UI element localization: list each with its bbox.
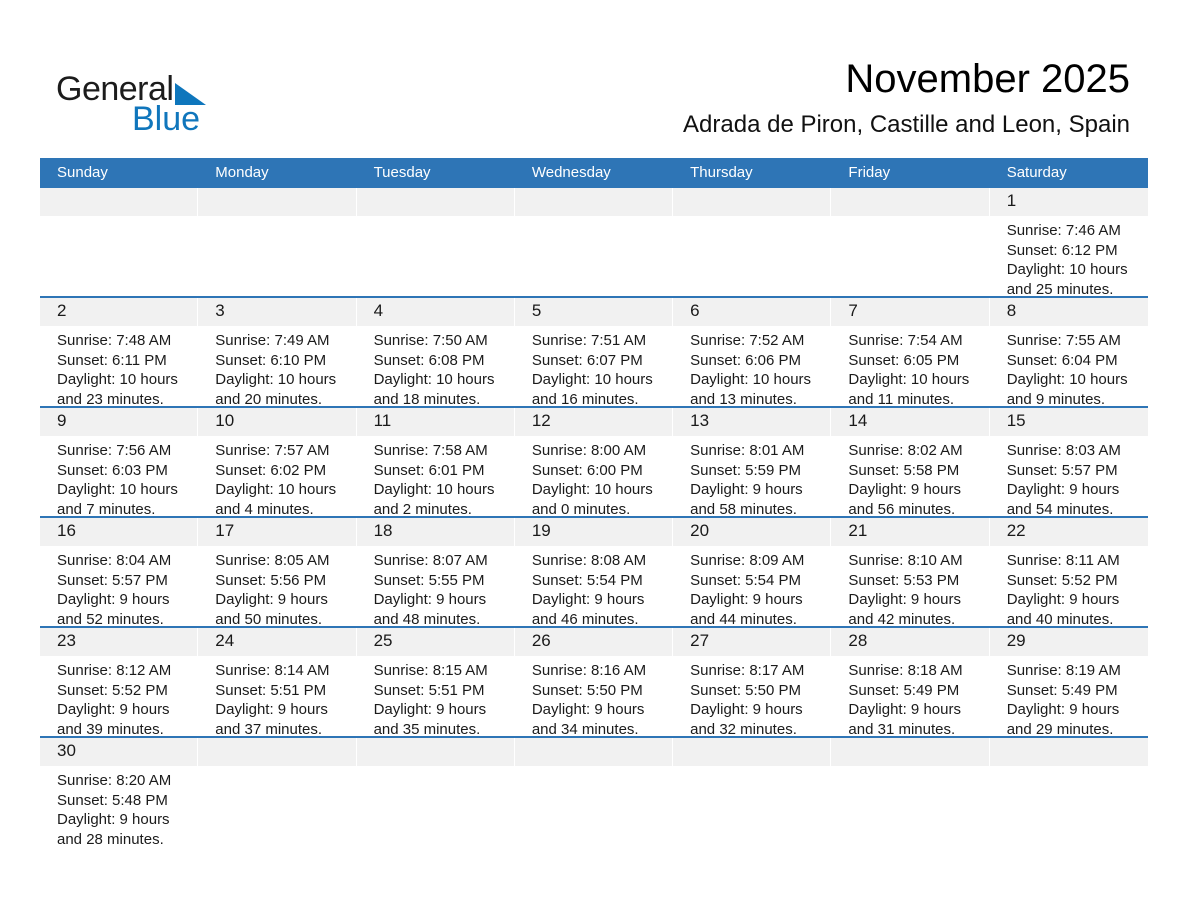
day-number-band xyxy=(515,518,673,546)
day-number: 26 xyxy=(531,631,551,650)
day-number-band xyxy=(831,518,989,546)
detail-line: Sunset: 6:07 PM xyxy=(531,351,643,369)
day-cell-3 xyxy=(198,298,356,406)
detail-line: Sunset: 6:06 PM xyxy=(690,351,802,369)
detail-line: Sunset: 5:52 PM xyxy=(1006,571,1118,589)
detail-line: Sunrise: 7:51 AM xyxy=(531,332,647,349)
detail-line: Sunset: 5:54 PM xyxy=(690,571,802,589)
day-number: 17 xyxy=(215,521,235,540)
detail-line: Daylight: 9 hours xyxy=(848,481,961,498)
detail-line: and 4 minutes. xyxy=(215,500,314,518)
day-details xyxy=(831,436,989,519)
day-number-band xyxy=(990,738,1148,766)
detail-line: and 52 minutes. xyxy=(57,610,164,628)
detail-line: Daylight: 9 hours xyxy=(848,591,961,608)
weekday-header-row xyxy=(40,158,1148,188)
detail-line: Sunrise: 8:15 AM xyxy=(373,662,488,679)
detail-line: Daylight: 10 hours xyxy=(690,371,812,388)
detail-line: and 11 minutes. xyxy=(848,390,955,408)
day-number: 6 xyxy=(690,301,700,320)
day-cell-empty xyxy=(990,738,1148,848)
detail-line: and 54 minutes. xyxy=(1006,500,1114,518)
detail-line: Daylight: 9 hours xyxy=(531,701,645,718)
day-number: 20 xyxy=(690,521,710,540)
weekday-sunday: Sunday xyxy=(57,164,108,181)
day-number-band xyxy=(831,298,989,326)
detail-line: Sunrise: 7:55 AM xyxy=(1006,332,1121,349)
day-number-band xyxy=(40,188,198,216)
detail-line: Sunrise: 8:03 AM xyxy=(1006,442,1121,459)
day-details xyxy=(990,436,1148,519)
week-row xyxy=(40,188,1148,298)
day-cell-14 xyxy=(831,408,989,516)
day-cell-15 xyxy=(990,408,1148,516)
detail-line: and 58 minutes. xyxy=(690,500,797,518)
detail-line: Sunset: 5:54 PM xyxy=(531,571,643,589)
detail-line: Sunrise: 8:09 AM xyxy=(690,552,805,569)
day-details xyxy=(198,546,356,629)
day-details xyxy=(673,546,831,629)
weekday-wednesday: Wednesday xyxy=(531,164,611,181)
day-number-band xyxy=(515,628,673,656)
day-cell-17 xyxy=(198,518,356,626)
day-number-band xyxy=(515,298,673,326)
day-details xyxy=(515,766,673,771)
detail-line: and 48 minutes. xyxy=(373,610,481,628)
detail-line: Sunset: 5:51 PM xyxy=(215,681,327,699)
detail-line: Daylight: 9 hours xyxy=(690,701,803,718)
day-details xyxy=(357,216,515,221)
detail-line: and 35 minutes. xyxy=(373,720,481,738)
day-details xyxy=(40,436,198,519)
day-cell-20 xyxy=(673,518,831,626)
day-number-band xyxy=(198,738,356,766)
day-cell-25 xyxy=(357,628,515,736)
detail-line: and 32 minutes. xyxy=(690,720,797,738)
day-details xyxy=(831,766,989,771)
day-number: 3 xyxy=(215,301,225,320)
day-cell-5 xyxy=(515,298,673,406)
detail-line: Sunset: 5:50 PM xyxy=(531,681,643,699)
day-number-band xyxy=(40,628,198,656)
detail-line: Sunrise: 8:05 AM xyxy=(215,552,330,569)
day-number: 5 xyxy=(531,301,542,320)
detail-line: Sunrise: 7:46 AM xyxy=(1006,222,1121,239)
detail-line: and 13 minutes. xyxy=(690,390,797,408)
day-number: 27 xyxy=(690,631,710,650)
day-details xyxy=(673,436,831,519)
title-block xyxy=(683,56,1130,139)
detail-line: and 40 minutes. xyxy=(1006,610,1114,628)
day-cell-22 xyxy=(990,518,1148,626)
detail-line: Daylight: 10 hours xyxy=(57,481,178,498)
day-details xyxy=(515,546,673,629)
general-blue-logo xyxy=(56,72,256,136)
detail-line: Daylight: 9 hours xyxy=(215,591,328,608)
detail-line: Sunrise: 8:17 AM xyxy=(690,662,805,679)
day-cell-16 xyxy=(40,518,198,626)
detail-line: Sunrise: 8:01 AM xyxy=(690,442,805,459)
day-number-band xyxy=(515,188,673,216)
detail-line: Sunset: 6:04 PM xyxy=(1006,351,1118,369)
detail-line: Daylight: 9 hours xyxy=(531,591,645,608)
day-number: 18 xyxy=(373,521,393,540)
detail-line: and 46 minutes. xyxy=(531,610,639,628)
week-row xyxy=(40,628,1148,738)
day-cell-7 xyxy=(831,298,989,406)
day-details xyxy=(40,546,198,629)
day-number: 12 xyxy=(531,411,551,430)
detail-line: and 34 minutes. xyxy=(531,720,639,738)
day-cell-empty xyxy=(198,188,356,296)
day-number: 19 xyxy=(531,521,551,540)
detail-line: Sunset: 6:11 PM xyxy=(57,351,167,369)
day-details xyxy=(40,766,198,849)
detail-line: Daylight: 10 hours xyxy=(531,481,653,498)
detail-line: Sunrise: 8:19 AM xyxy=(1006,662,1121,679)
detail-line: Daylight: 9 hours xyxy=(690,481,803,498)
location-subtitle: Adrada de Piron, Castille and Leon, Spain xyxy=(683,111,1130,138)
day-number-band xyxy=(515,408,673,436)
day-number-band xyxy=(40,298,198,326)
day-number-band xyxy=(831,628,989,656)
detail-line: and 25 minutes. xyxy=(1006,280,1114,298)
day-number-band xyxy=(673,408,831,436)
detail-line: Sunset: 6:10 PM xyxy=(215,351,327,369)
detail-line: Daylight: 9 hours xyxy=(373,701,487,718)
day-number-band xyxy=(40,518,198,546)
day-cell-empty xyxy=(831,738,989,848)
day-number: 13 xyxy=(690,411,710,430)
day-details xyxy=(357,326,515,409)
day-number-band xyxy=(515,738,673,766)
detail-line: Sunset: 6:08 PM xyxy=(373,351,485,369)
day-details xyxy=(990,656,1148,739)
detail-line: Sunrise: 8:08 AM xyxy=(531,552,647,569)
day-details xyxy=(831,326,989,409)
day-number-band xyxy=(357,298,515,326)
detail-line: Sunset: 5:56 PM xyxy=(215,571,327,589)
day-number-band xyxy=(673,738,831,766)
detail-line: Daylight: 9 hours xyxy=(57,701,170,718)
day-cell-6 xyxy=(673,298,831,406)
day-details xyxy=(357,766,515,771)
day-number-band xyxy=(831,408,989,436)
detail-line: Daylight: 10 hours xyxy=(531,371,653,388)
day-details xyxy=(990,766,1148,771)
day-cell-8 xyxy=(990,298,1148,406)
day-number-band xyxy=(990,188,1148,216)
detail-line: Daylight: 9 hours xyxy=(215,701,328,718)
detail-line: Sunrise: 8:14 AM xyxy=(215,662,330,679)
day-number-band xyxy=(357,188,515,216)
detail-line: Daylight: 10 hours xyxy=(215,371,337,388)
detail-line: and 9 minutes. xyxy=(1006,390,1106,408)
day-cell-empty xyxy=(673,188,831,296)
detail-line: Sunrise: 7:50 AM xyxy=(373,332,488,349)
day-number: 9 xyxy=(57,411,67,430)
detail-line: and 16 minutes. xyxy=(531,390,639,408)
day-cell-9 xyxy=(40,408,198,516)
day-details xyxy=(198,766,356,771)
day-cell-4 xyxy=(357,298,515,406)
day-details xyxy=(673,326,831,409)
week-row xyxy=(40,408,1148,518)
detail-line: and 29 minutes. xyxy=(1006,720,1114,738)
day-cell-empty xyxy=(198,738,356,848)
detail-line: Daylight: 9 hours xyxy=(1006,591,1120,608)
detail-line: and 44 minutes. xyxy=(690,610,797,628)
detail-line: and 50 minutes. xyxy=(215,610,323,628)
day-details xyxy=(40,326,198,409)
day-details xyxy=(357,656,515,739)
detail-line: and 56 minutes. xyxy=(848,500,956,518)
day-details xyxy=(515,326,673,409)
detail-line: Sunrise: 8:20 AM xyxy=(57,772,172,789)
calendar-weeks xyxy=(40,188,1148,848)
detail-line: Sunset: 6:00 PM xyxy=(531,461,643,479)
day-details xyxy=(198,656,356,739)
detail-line: Daylight: 9 hours xyxy=(848,701,961,718)
day-cell-21 xyxy=(831,518,989,626)
calendar-table xyxy=(40,158,1148,848)
day-cell-23 xyxy=(40,628,198,736)
detail-line: Sunset: 5:51 PM xyxy=(373,681,485,699)
day-number-band xyxy=(40,408,198,436)
detail-line: Daylight: 10 hours xyxy=(1006,371,1128,388)
day-details xyxy=(40,656,198,739)
detail-line: Sunset: 5:52 PM xyxy=(57,681,168,699)
detail-line: and 0 minutes. xyxy=(531,500,631,518)
day-number: 23 xyxy=(57,631,76,650)
day-details xyxy=(515,656,673,739)
day-cell-10 xyxy=(198,408,356,516)
day-cell-24 xyxy=(198,628,356,736)
detail-line: and 18 minutes. xyxy=(373,390,481,408)
detail-line: Daylight: 10 hours xyxy=(1006,261,1128,278)
day-cell-19 xyxy=(515,518,673,626)
day-number: 30 xyxy=(57,741,76,760)
day-number: 1 xyxy=(1006,191,1017,210)
day-cell-26 xyxy=(515,628,673,736)
day-number: 15 xyxy=(1006,411,1026,430)
day-cell-11 xyxy=(357,408,515,516)
day-number: 22 xyxy=(1006,521,1026,540)
day-details xyxy=(673,766,831,771)
day-cell-empty xyxy=(673,738,831,848)
day-cell-empty xyxy=(515,738,673,848)
detail-line: and 42 minutes. xyxy=(848,610,956,628)
day-cell-1 xyxy=(990,188,1148,296)
day-number: 29 xyxy=(1006,631,1026,650)
detail-line: Sunset: 5:57 PM xyxy=(57,571,168,589)
detail-line: Sunset: 6:03 PM xyxy=(57,461,168,479)
day-details xyxy=(357,546,515,629)
day-number-band xyxy=(831,188,989,216)
weekday-thursday: Thursday xyxy=(690,164,753,181)
detail-line: and 37 minutes. xyxy=(215,720,323,738)
day-number-band xyxy=(198,298,356,326)
day-details xyxy=(198,436,356,519)
detail-line: Sunrise: 7:52 AM xyxy=(690,332,805,349)
day-number: 24 xyxy=(215,631,235,650)
day-number: 16 xyxy=(57,521,76,540)
detail-line: Sunrise: 8:11 AM xyxy=(1006,552,1120,569)
day-cell-28 xyxy=(831,628,989,736)
detail-line: Sunset: 6:12 PM xyxy=(1006,241,1118,259)
day-number-band xyxy=(357,738,515,766)
detail-line: Daylight: 10 hours xyxy=(215,481,337,498)
detail-line: Daylight: 9 hours xyxy=(690,591,803,608)
detail-line: Sunset: 5:49 PM xyxy=(1006,681,1118,699)
day-number-band xyxy=(990,628,1148,656)
day-number-band xyxy=(673,298,831,326)
detail-line: Daylight: 9 hours xyxy=(57,811,170,828)
detail-line: and 7 minutes. xyxy=(57,500,156,518)
day-details xyxy=(198,216,356,221)
detail-line: Sunrise: 8:00 AM xyxy=(531,442,647,459)
detail-line: Sunrise: 8:02 AM xyxy=(848,442,963,459)
day-number: 4 xyxy=(373,301,384,320)
month-title: November 2025 xyxy=(845,57,1130,101)
day-cell-18 xyxy=(357,518,515,626)
detail-line: and 2 minutes. xyxy=(373,500,472,518)
detail-line: Sunrise: 8:04 AM xyxy=(57,552,172,569)
day-details xyxy=(198,326,356,409)
detail-line: Daylight: 9 hours xyxy=(57,591,170,608)
day-number-band xyxy=(990,518,1148,546)
detail-line: Sunrise: 7:58 AM xyxy=(373,442,488,459)
day-number: 11 xyxy=(373,411,392,430)
detail-line: Sunset: 5:53 PM xyxy=(848,571,960,589)
day-cell-empty xyxy=(831,188,989,296)
detail-line: Sunrise: 8:12 AM xyxy=(57,662,172,679)
day-number-band xyxy=(198,188,356,216)
day-number: 7 xyxy=(848,301,858,320)
day-number: 28 xyxy=(848,631,868,650)
logo-text-general: General xyxy=(56,70,174,108)
detail-line: Daylight: 10 hours xyxy=(373,481,495,498)
detail-line: Daylight: 9 hours xyxy=(1006,701,1120,718)
day-details xyxy=(990,546,1148,629)
day-details xyxy=(673,216,831,221)
detail-line: Sunset: 5:58 PM xyxy=(848,461,960,479)
detail-line: Sunset: 5:57 PM xyxy=(1006,461,1118,479)
day-details xyxy=(673,656,831,739)
detail-line: Daylight: 10 hours xyxy=(848,371,970,388)
detail-line: Sunrise: 7:54 AM xyxy=(848,332,963,349)
day-cell-12 xyxy=(515,408,673,516)
week-row xyxy=(40,518,1148,628)
day-details xyxy=(990,216,1148,299)
day-number-band xyxy=(40,738,198,766)
detail-line: Daylight: 9 hours xyxy=(1006,481,1120,498)
day-details xyxy=(990,326,1148,409)
detail-line: Sunrise: 7:57 AM xyxy=(215,442,330,459)
day-number: 10 xyxy=(215,411,235,430)
detail-line: Sunrise: 8:16 AM xyxy=(531,662,647,679)
detail-line: Sunset: 5:50 PM xyxy=(690,681,802,699)
day-details xyxy=(831,656,989,739)
day-number: 25 xyxy=(373,631,393,650)
day-number: 2 xyxy=(57,301,67,320)
day-details xyxy=(40,216,198,221)
detail-line: Sunrise: 8:18 AM xyxy=(848,662,963,679)
detail-line: Sunset: 5:48 PM xyxy=(57,791,168,809)
day-cell-2 xyxy=(40,298,198,406)
week-row xyxy=(40,298,1148,408)
day-cell-30 xyxy=(40,738,198,848)
detail-line: and 28 minutes. xyxy=(57,830,164,848)
day-cell-27 xyxy=(673,628,831,736)
day-number: 14 xyxy=(848,411,868,430)
day-cell-empty xyxy=(357,188,515,296)
day-number-band xyxy=(673,518,831,546)
day-details xyxy=(515,436,673,519)
detail-line: Daylight: 10 hours xyxy=(373,371,495,388)
day-number-band xyxy=(198,628,356,656)
detail-line: and 31 minutes. xyxy=(848,720,956,738)
day-number-band xyxy=(673,188,831,216)
day-number-band xyxy=(673,628,831,656)
day-number-band xyxy=(357,628,515,656)
day-number-band xyxy=(198,408,356,436)
detail-line: Sunset: 6:01 PM xyxy=(373,461,485,479)
logo-text-blue: Blue xyxy=(132,100,201,138)
weekday-saturday: Saturday xyxy=(1006,164,1067,181)
detail-line: Sunset: 5:55 PM xyxy=(373,571,485,589)
detail-line: and 20 minutes. xyxy=(215,390,323,408)
detail-line: Sunrise: 7:49 AM xyxy=(215,332,330,349)
day-cell-empty xyxy=(357,738,515,848)
weekday-friday: Friday xyxy=(848,164,891,181)
day-details xyxy=(831,546,989,629)
detail-line: Sunrise: 7:48 AM xyxy=(57,332,172,349)
day-cell-empty xyxy=(40,188,198,296)
day-cell-13 xyxy=(673,408,831,516)
day-details xyxy=(515,216,673,221)
day-details xyxy=(357,436,515,519)
day-number-band xyxy=(357,408,515,436)
detail-line: Sunrise: 8:10 AM xyxy=(848,552,963,569)
day-cell-29 xyxy=(990,628,1148,736)
detail-line: Sunset: 5:49 PM xyxy=(848,681,960,699)
detail-line: Sunset: 5:59 PM xyxy=(690,461,802,479)
day-number: 8 xyxy=(1006,301,1017,320)
detail-line: and 23 minutes. xyxy=(57,390,164,408)
detail-line: Sunset: 6:05 PM xyxy=(848,351,960,369)
week-row xyxy=(40,738,1148,848)
detail-line: Sunrise: 7:56 AM xyxy=(57,442,172,459)
day-number-band xyxy=(990,298,1148,326)
detail-line: Daylight: 9 hours xyxy=(373,591,487,608)
detail-line: Sunrise: 8:07 AM xyxy=(373,552,488,569)
day-details xyxy=(831,216,989,221)
detail-line: and 39 minutes. xyxy=(57,720,164,738)
detail-line: Daylight: 10 hours xyxy=(57,371,178,388)
day-number: 21 xyxy=(848,521,868,540)
weekday-monday: Monday xyxy=(215,164,269,181)
weekday-tuesday: Tuesday xyxy=(373,164,431,181)
day-cell-empty xyxy=(515,188,673,296)
day-number-band xyxy=(990,408,1148,436)
day-number-band xyxy=(831,738,989,766)
detail-line: Sunset: 6:02 PM xyxy=(215,461,327,479)
day-number-band xyxy=(198,518,356,546)
day-number-band xyxy=(357,518,515,546)
